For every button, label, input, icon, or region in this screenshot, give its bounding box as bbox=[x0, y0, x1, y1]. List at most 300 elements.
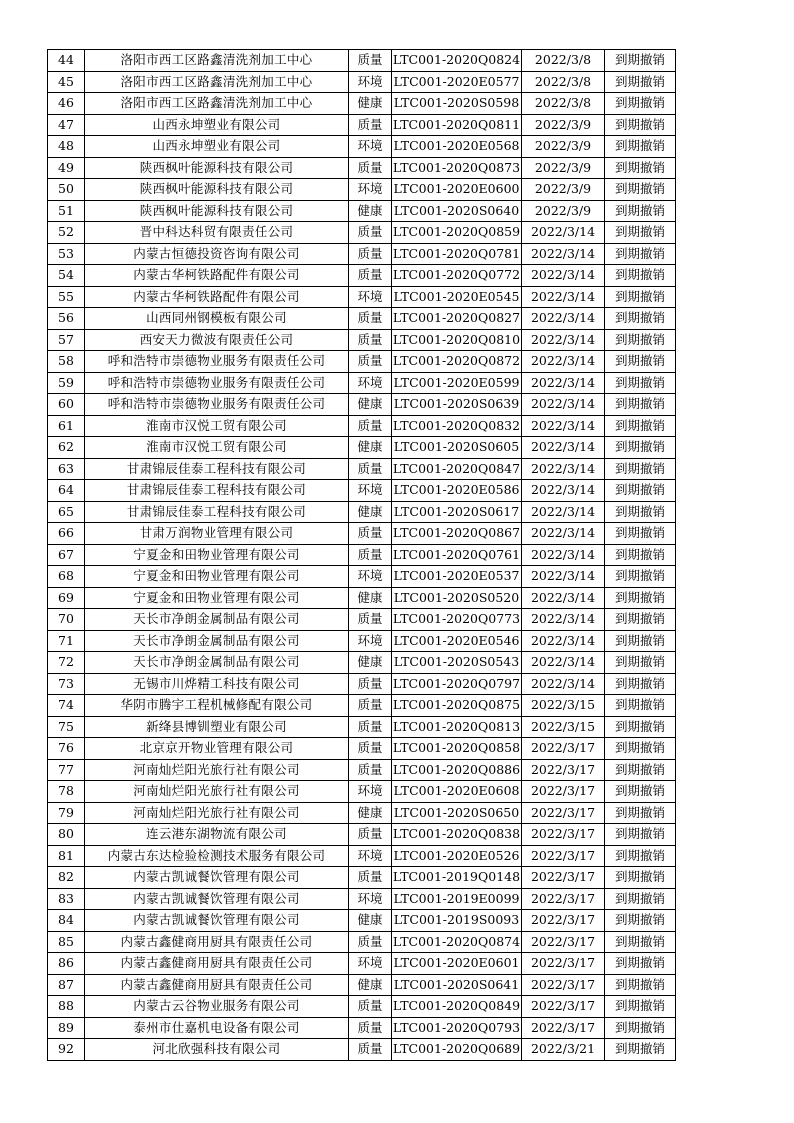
status: 到期撤销 bbox=[605, 974, 676, 996]
status: 到期撤销 bbox=[605, 243, 676, 265]
row-number: 78 bbox=[48, 781, 85, 803]
company-name: 内蒙古东达检验检测技术服务有限公司 bbox=[85, 845, 349, 867]
status: 到期撤销 bbox=[605, 136, 676, 158]
revoke-date: 2022/3/17 bbox=[522, 888, 605, 910]
revoke-date: 2022/3/17 bbox=[522, 1017, 605, 1039]
cert-number: LTC001-2020E0545 bbox=[392, 286, 522, 308]
revoke-date: 2022/3/14 bbox=[522, 544, 605, 566]
status: 到期撤销 bbox=[605, 910, 676, 932]
cert-number: LTC001-2020Q0827 bbox=[392, 308, 522, 330]
company-name: 晋中科达科贸有限责任公司 bbox=[85, 222, 349, 244]
company-name: 内蒙古华柯铁路配件有限公司 bbox=[85, 265, 349, 287]
revoke-date: 2022/3/14 bbox=[522, 673, 605, 695]
status: 到期撤销 bbox=[605, 458, 676, 480]
row-number: 46 bbox=[48, 93, 85, 115]
table-row bbox=[48, 372, 676, 394]
cert-number: LTC001-2020Q0761 bbox=[392, 544, 522, 566]
company-name: 陕西枫叶能源科技有限公司 bbox=[85, 157, 349, 179]
row-number: 62 bbox=[48, 437, 85, 459]
cert-type: 质量 bbox=[349, 351, 392, 373]
company-name: 无锡市川烨精工科技有限公司 bbox=[85, 673, 349, 695]
revoke-date: 2022/3/14 bbox=[522, 243, 605, 265]
table-row bbox=[48, 1017, 676, 1039]
cert-number: LTC001-2020Q0867 bbox=[392, 523, 522, 545]
status: 到期撤销 bbox=[605, 415, 676, 437]
status: 到期撤销 bbox=[605, 996, 676, 1018]
company-name: 甘肃锦辰佳泰工程科技有限公司 bbox=[85, 480, 349, 502]
table-row bbox=[48, 953, 676, 975]
row-number: 55 bbox=[48, 286, 85, 308]
cert-type: 质量 bbox=[349, 544, 392, 566]
status: 到期撤销 bbox=[605, 587, 676, 609]
revoke-date: 2022/3/17 bbox=[522, 738, 605, 760]
revoke-date: 2022/3/9 bbox=[522, 200, 605, 222]
revoke-date: 2022/3/9 bbox=[522, 179, 605, 201]
cert-type: 健康 bbox=[349, 200, 392, 222]
status: 到期撤销 bbox=[605, 286, 676, 308]
table-row bbox=[48, 222, 676, 244]
table-row bbox=[48, 630, 676, 652]
cert-type: 健康 bbox=[349, 802, 392, 824]
table-row bbox=[48, 136, 676, 158]
row-number: 92 bbox=[48, 1039, 85, 1061]
revoke-date: 2022/3/8 bbox=[522, 71, 605, 93]
row-number: 79 bbox=[48, 802, 85, 824]
cert-type: 健康 bbox=[349, 587, 392, 609]
revoke-date: 2022/3/8 bbox=[522, 93, 605, 115]
status: 到期撤销 bbox=[605, 738, 676, 760]
row-number: 52 bbox=[48, 222, 85, 244]
cert-number: LTC001-2020Q0810 bbox=[392, 329, 522, 351]
status: 到期撤销 bbox=[605, 200, 676, 222]
revoke-date: 2022/3/17 bbox=[522, 996, 605, 1018]
company-name: 北京京开物业管理有限公司 bbox=[85, 738, 349, 760]
cert-type: 质量 bbox=[349, 329, 392, 351]
cert-number: LTC001-2020S0650 bbox=[392, 802, 522, 824]
status: 到期撤销 bbox=[605, 351, 676, 373]
company-name: 淮南市汉悦工贸有限公司 bbox=[85, 415, 349, 437]
cert-number: LTC001-2020E0601 bbox=[392, 953, 522, 975]
company-name: 洛阳市西工区路鑫清洗剂加工中心 bbox=[85, 93, 349, 115]
revoke-date: 2022/3/14 bbox=[522, 394, 605, 416]
row-number: 72 bbox=[48, 652, 85, 674]
company-name: 新绛县博钏塑业有限公司 bbox=[85, 716, 349, 738]
cert-number: LTC001-2020S0617 bbox=[392, 501, 522, 523]
cert-type: 质量 bbox=[349, 867, 392, 889]
company-name: 天长市净朗金属制品有限公司 bbox=[85, 630, 349, 652]
company-name: 洛阳市西工区路鑫清洗剂加工中心 bbox=[85, 71, 349, 93]
table-row bbox=[48, 415, 676, 437]
table-row bbox=[48, 781, 676, 803]
company-name: 华阴市腾宇工程机械修配有限公司 bbox=[85, 695, 349, 717]
row-number: 50 bbox=[48, 179, 85, 201]
row-number: 69 bbox=[48, 587, 85, 609]
cert-number: LTC001-2020Q0847 bbox=[392, 458, 522, 480]
table-row bbox=[48, 200, 676, 222]
revoke-date: 2022/3/17 bbox=[522, 867, 605, 889]
cert-number: LTC001-2019S0093 bbox=[392, 910, 522, 932]
cert-type: 质量 bbox=[349, 996, 392, 1018]
revoke-date: 2022/3/15 bbox=[522, 695, 605, 717]
company-name: 内蒙古恒德投资咨询有限公司 bbox=[85, 243, 349, 265]
cert-number: LTC001-2020Q0773 bbox=[392, 609, 522, 631]
row-number: 63 bbox=[48, 458, 85, 480]
cert-type: 环境 bbox=[349, 480, 392, 502]
cert-number: LTC001-2020Q0832 bbox=[392, 415, 522, 437]
table-row bbox=[48, 71, 676, 93]
revoke-date: 2022/3/14 bbox=[522, 652, 605, 674]
row-number: 68 bbox=[48, 566, 85, 588]
cert-number: LTC001-2020E0599 bbox=[392, 372, 522, 394]
table-row bbox=[48, 695, 676, 717]
company-name: 呼和浩特市崇德物业服务有限责任公司 bbox=[85, 394, 349, 416]
cert-type: 质量 bbox=[349, 523, 392, 545]
company-name: 天长市净朗金属制品有限公司 bbox=[85, 652, 349, 674]
table-row bbox=[48, 523, 676, 545]
row-number: 51 bbox=[48, 200, 85, 222]
cert-type: 质量 bbox=[349, 695, 392, 717]
table-row bbox=[48, 566, 676, 588]
status: 到期撤销 bbox=[605, 372, 676, 394]
cert-number: LTC001-2020Q0793 bbox=[392, 1017, 522, 1039]
row-number: 86 bbox=[48, 953, 85, 975]
table-row bbox=[48, 480, 676, 502]
row-number: 54 bbox=[48, 265, 85, 287]
cert-type: 环境 bbox=[349, 888, 392, 910]
table-row bbox=[48, 609, 676, 631]
company-name: 内蒙古凯诚餐饮管理有限公司 bbox=[85, 888, 349, 910]
company-name: 河北欣强科技有限公司 bbox=[85, 1039, 349, 1061]
cert-type: 健康 bbox=[349, 910, 392, 932]
row-number: 56 bbox=[48, 308, 85, 330]
status: 到期撤销 bbox=[605, 1039, 676, 1061]
cert-number: LTC001-2020S0520 bbox=[392, 587, 522, 609]
table-row bbox=[48, 394, 676, 416]
table-row bbox=[48, 802, 676, 824]
status: 到期撤销 bbox=[605, 1017, 676, 1039]
cert-number: LTC001-2020Q0859 bbox=[392, 222, 522, 244]
revoke-date: 2022/3/17 bbox=[522, 802, 605, 824]
row-number: 76 bbox=[48, 738, 85, 760]
cert-number: LTC001-2020Q0824 bbox=[392, 50, 522, 72]
revoke-date: 2022/3/9 bbox=[522, 157, 605, 179]
row-number: 88 bbox=[48, 996, 85, 1018]
revoke-date: 2022/3/14 bbox=[522, 329, 605, 351]
company-name: 呼和浩特市崇德物业服务有限责任公司 bbox=[85, 372, 349, 394]
cert-type: 质量 bbox=[349, 222, 392, 244]
table-row bbox=[48, 50, 676, 72]
cert-number: LTC001-2020Q0872 bbox=[392, 351, 522, 373]
status: 到期撤销 bbox=[605, 867, 676, 889]
row-number: 59 bbox=[48, 372, 85, 394]
row-number: 80 bbox=[48, 824, 85, 846]
revoke-date: 2022/3/17 bbox=[522, 910, 605, 932]
company-name: 山西永坤塑业有限公司 bbox=[85, 114, 349, 136]
status: 到期撤销 bbox=[605, 695, 676, 717]
company-name: 宁夏金和田物业管理有限公司 bbox=[85, 566, 349, 588]
cert-type: 质量 bbox=[349, 824, 392, 846]
cert-type: 质量 bbox=[349, 50, 392, 72]
status: 到期撤销 bbox=[605, 93, 676, 115]
cert-type: 环境 bbox=[349, 630, 392, 652]
cert-number: LTC001-2020Q0886 bbox=[392, 759, 522, 781]
cert-number: LTC001-2020Q0781 bbox=[392, 243, 522, 265]
status: 到期撤销 bbox=[605, 265, 676, 287]
row-number: 84 bbox=[48, 910, 85, 932]
company-name: 西安天力微波有限责任公司 bbox=[85, 329, 349, 351]
row-number: 81 bbox=[48, 845, 85, 867]
revoke-date: 2022/3/9 bbox=[522, 136, 605, 158]
cert-number: LTC001-2020E0577 bbox=[392, 71, 522, 93]
cert-type: 健康 bbox=[349, 437, 392, 459]
table-row bbox=[48, 673, 676, 695]
company-name: 内蒙古华柯铁路配件有限公司 bbox=[85, 286, 349, 308]
table-row bbox=[48, 351, 676, 373]
cert-type: 健康 bbox=[349, 501, 392, 523]
cert-type: 质量 bbox=[349, 716, 392, 738]
cert-type: 环境 bbox=[349, 953, 392, 975]
revoke-date: 2022/3/17 bbox=[522, 974, 605, 996]
table-row bbox=[48, 286, 676, 308]
table-row bbox=[48, 652, 676, 674]
table-row bbox=[48, 824, 676, 846]
cert-number: LTC001-2019E0099 bbox=[392, 888, 522, 910]
cert-type: 健康 bbox=[349, 652, 392, 674]
cert-number: LTC001-2020Q0689 bbox=[392, 1039, 522, 1061]
table-row bbox=[48, 910, 676, 932]
table-row bbox=[48, 888, 676, 910]
company-name: 呼和浩特市崇德物业服务有限责任公司 bbox=[85, 351, 349, 373]
status: 到期撤销 bbox=[605, 931, 676, 953]
status: 到期撤销 bbox=[605, 157, 676, 179]
revoke-date: 2022/3/14 bbox=[522, 458, 605, 480]
row-number: 85 bbox=[48, 931, 85, 953]
cert-type: 环境 bbox=[349, 566, 392, 588]
cert-number: LTC001-2020E0608 bbox=[392, 781, 522, 803]
company-name: 河南灿烂阳光旅行社有限公司 bbox=[85, 781, 349, 803]
company-name: 山西永坤塑业有限公司 bbox=[85, 136, 349, 158]
table-row bbox=[48, 996, 676, 1018]
table-row bbox=[48, 544, 676, 566]
status: 到期撤销 bbox=[605, 802, 676, 824]
cert-type: 质量 bbox=[349, 1039, 392, 1061]
cert-number: LTC001-2020E0600 bbox=[392, 179, 522, 201]
row-number: 67 bbox=[48, 544, 85, 566]
row-number: 60 bbox=[48, 394, 85, 416]
revoke-date: 2022/3/17 bbox=[522, 824, 605, 846]
cert-number: LTC001-2020E0568 bbox=[392, 136, 522, 158]
cert-number: LTC001-2020Q0873 bbox=[392, 157, 522, 179]
cert-type: 质量 bbox=[349, 415, 392, 437]
status: 到期撤销 bbox=[605, 394, 676, 416]
company-name: 内蒙古云谷物业服务有限公司 bbox=[85, 996, 349, 1018]
cert-number: LTC001-2020Q0874 bbox=[392, 931, 522, 953]
status: 到期撤销 bbox=[605, 222, 676, 244]
cert-type: 质量 bbox=[349, 609, 392, 631]
status: 到期撤销 bbox=[605, 781, 676, 803]
status: 到期撤销 bbox=[605, 329, 676, 351]
status: 到期撤销 bbox=[605, 437, 676, 459]
status: 到期撤销 bbox=[605, 845, 676, 867]
row-number: 87 bbox=[48, 974, 85, 996]
company-name: 内蒙古凯诚餐饮管理有限公司 bbox=[85, 867, 349, 889]
cert-type: 环境 bbox=[349, 136, 392, 158]
table-row bbox=[48, 867, 676, 889]
table-row bbox=[48, 1039, 676, 1061]
table-row bbox=[48, 587, 676, 609]
cert-type: 环境 bbox=[349, 781, 392, 803]
revoke-date: 2022/3/15 bbox=[522, 716, 605, 738]
status: 到期撤销 bbox=[605, 544, 676, 566]
company-name: 淮南市汉悦工贸有限公司 bbox=[85, 437, 349, 459]
company-name: 天长市净朗金属制品有限公司 bbox=[85, 609, 349, 631]
status: 到期撤销 bbox=[605, 179, 676, 201]
status: 到期撤销 bbox=[605, 480, 676, 502]
cert-number: LTC001-2020E0586 bbox=[392, 480, 522, 502]
row-number: 77 bbox=[48, 759, 85, 781]
row-number: 61 bbox=[48, 415, 85, 437]
table-row bbox=[48, 308, 676, 330]
company-name: 泰州市仕嘉机电设备有限公司 bbox=[85, 1017, 349, 1039]
revoke-date: 2022/3/14 bbox=[522, 437, 605, 459]
revoke-date: 2022/3/14 bbox=[522, 630, 605, 652]
cert-number: LTC001-2020S0605 bbox=[392, 437, 522, 459]
cert-number: LTC001-2019Q0148 bbox=[392, 867, 522, 889]
status: 到期撤销 bbox=[605, 824, 676, 846]
cert-type: 质量 bbox=[349, 759, 392, 781]
revoke-date: 2022/3/14 bbox=[522, 609, 605, 631]
revoke-date: 2022/3/14 bbox=[522, 222, 605, 244]
table-row bbox=[48, 501, 676, 523]
table-body bbox=[48, 50, 676, 1061]
revoke-date: 2022/3/14 bbox=[522, 566, 605, 588]
row-number: 89 bbox=[48, 1017, 85, 1039]
cert-number: LTC001-2020Q0849 bbox=[392, 996, 522, 1018]
company-name: 甘肃锦辰佳泰工程科技有限公司 bbox=[85, 501, 349, 523]
company-name: 甘肃万润物业管理有限公司 bbox=[85, 523, 349, 545]
company-name: 内蒙古鑫健商用厨具有限责任公司 bbox=[85, 931, 349, 953]
table-row bbox=[48, 931, 676, 953]
status: 到期撤销 bbox=[605, 759, 676, 781]
cert-type: 环境 bbox=[349, 845, 392, 867]
row-number: 73 bbox=[48, 673, 85, 695]
cert-number: LTC001-2020Q0838 bbox=[392, 824, 522, 846]
status: 到期撤销 bbox=[605, 523, 676, 545]
status: 到期撤销 bbox=[605, 953, 676, 975]
row-number: 70 bbox=[48, 609, 85, 631]
table-row bbox=[48, 114, 676, 136]
row-number: 48 bbox=[48, 136, 85, 158]
revoke-date: 2022/3/14 bbox=[522, 415, 605, 437]
cert-type: 健康 bbox=[349, 93, 392, 115]
cert-number: LTC001-2020S0641 bbox=[392, 974, 522, 996]
cert-type: 环境 bbox=[349, 372, 392, 394]
company-name: 河南灿烂阳光旅行社有限公司 bbox=[85, 759, 349, 781]
cert-number: LTC001-2020E0537 bbox=[392, 566, 522, 588]
status: 到期撤销 bbox=[605, 652, 676, 674]
company-name: 内蒙古鑫健商用厨具有限责任公司 bbox=[85, 974, 349, 996]
table-row bbox=[48, 157, 676, 179]
cert-type: 质量 bbox=[349, 1017, 392, 1039]
status: 到期撤销 bbox=[605, 716, 676, 738]
revoke-date: 2022/3/21 bbox=[522, 1039, 605, 1061]
table-row bbox=[48, 93, 676, 115]
table-row bbox=[48, 759, 676, 781]
cert-type: 健康 bbox=[349, 974, 392, 996]
table-row bbox=[48, 845, 676, 867]
revoke-date: 2022/3/14 bbox=[522, 286, 605, 308]
company-name: 洛阳市西工区路鑫清洗剂加工中心 bbox=[85, 50, 349, 72]
revoke-date: 2022/3/17 bbox=[522, 931, 605, 953]
cert-number: LTC001-2020Q0772 bbox=[392, 265, 522, 287]
status: 到期撤销 bbox=[605, 609, 676, 631]
table-row bbox=[48, 974, 676, 996]
company-name: 宁夏金和田物业管理有限公司 bbox=[85, 587, 349, 609]
company-name: 内蒙古鑫健商用厨具有限责任公司 bbox=[85, 953, 349, 975]
row-number: 65 bbox=[48, 501, 85, 523]
cert-type: 质量 bbox=[349, 265, 392, 287]
revoke-date: 2022/3/14 bbox=[522, 308, 605, 330]
cert-type: 质量 bbox=[349, 458, 392, 480]
row-number: 58 bbox=[48, 351, 85, 373]
row-number: 47 bbox=[48, 114, 85, 136]
revoke-date: 2022/3/14 bbox=[522, 523, 605, 545]
cert-number: LTC001-2020S0543 bbox=[392, 652, 522, 674]
revoke-date: 2022/3/14 bbox=[522, 587, 605, 609]
status: 到期撤销 bbox=[605, 501, 676, 523]
row-number: 83 bbox=[48, 888, 85, 910]
row-number: 44 bbox=[48, 50, 85, 72]
status: 到期撤销 bbox=[605, 50, 676, 72]
company-name: 连云港东湖物流有限公司 bbox=[85, 824, 349, 846]
row-number: 53 bbox=[48, 243, 85, 265]
revoke-date: 2022/3/14 bbox=[522, 480, 605, 502]
company-name: 甘肃锦辰佳泰工程科技有限公司 bbox=[85, 458, 349, 480]
table-row bbox=[48, 458, 676, 480]
revoke-date: 2022/3/17 bbox=[522, 781, 605, 803]
row-number: 75 bbox=[48, 716, 85, 738]
cert-type: 质量 bbox=[349, 114, 392, 136]
cert-type: 质量 bbox=[349, 157, 392, 179]
revoke-date: 2022/3/9 bbox=[522, 114, 605, 136]
cert-number: LTC001-2020E0526 bbox=[392, 845, 522, 867]
cert-type: 质量 bbox=[349, 243, 392, 265]
revoke-date: 2022/3/17 bbox=[522, 953, 605, 975]
cert-type: 环境 bbox=[349, 286, 392, 308]
row-number: 74 bbox=[48, 695, 85, 717]
cert-number: LTC001-2020Q0858 bbox=[392, 738, 522, 760]
cert-number: LTC001-2020E0546 bbox=[392, 630, 522, 652]
table-row bbox=[48, 179, 676, 201]
table-row bbox=[48, 716, 676, 738]
status: 到期撤销 bbox=[605, 114, 676, 136]
row-number: 64 bbox=[48, 480, 85, 502]
revoke-date: 2022/3/14 bbox=[522, 351, 605, 373]
table-row bbox=[48, 243, 676, 265]
revoke-date: 2022/3/14 bbox=[522, 501, 605, 523]
cert-type: 环境 bbox=[349, 179, 392, 201]
table-row bbox=[48, 329, 676, 351]
revoke-date: 2022/3/14 bbox=[522, 372, 605, 394]
revoke-date: 2022/3/17 bbox=[522, 759, 605, 781]
status: 到期撤销 bbox=[605, 630, 676, 652]
row-number: 57 bbox=[48, 329, 85, 351]
cert-type: 质量 bbox=[349, 673, 392, 695]
status: 到期撤销 bbox=[605, 566, 676, 588]
status: 到期撤销 bbox=[605, 888, 676, 910]
status: 到期撤销 bbox=[605, 673, 676, 695]
cert-number: LTC001-2020Q0813 bbox=[392, 716, 522, 738]
